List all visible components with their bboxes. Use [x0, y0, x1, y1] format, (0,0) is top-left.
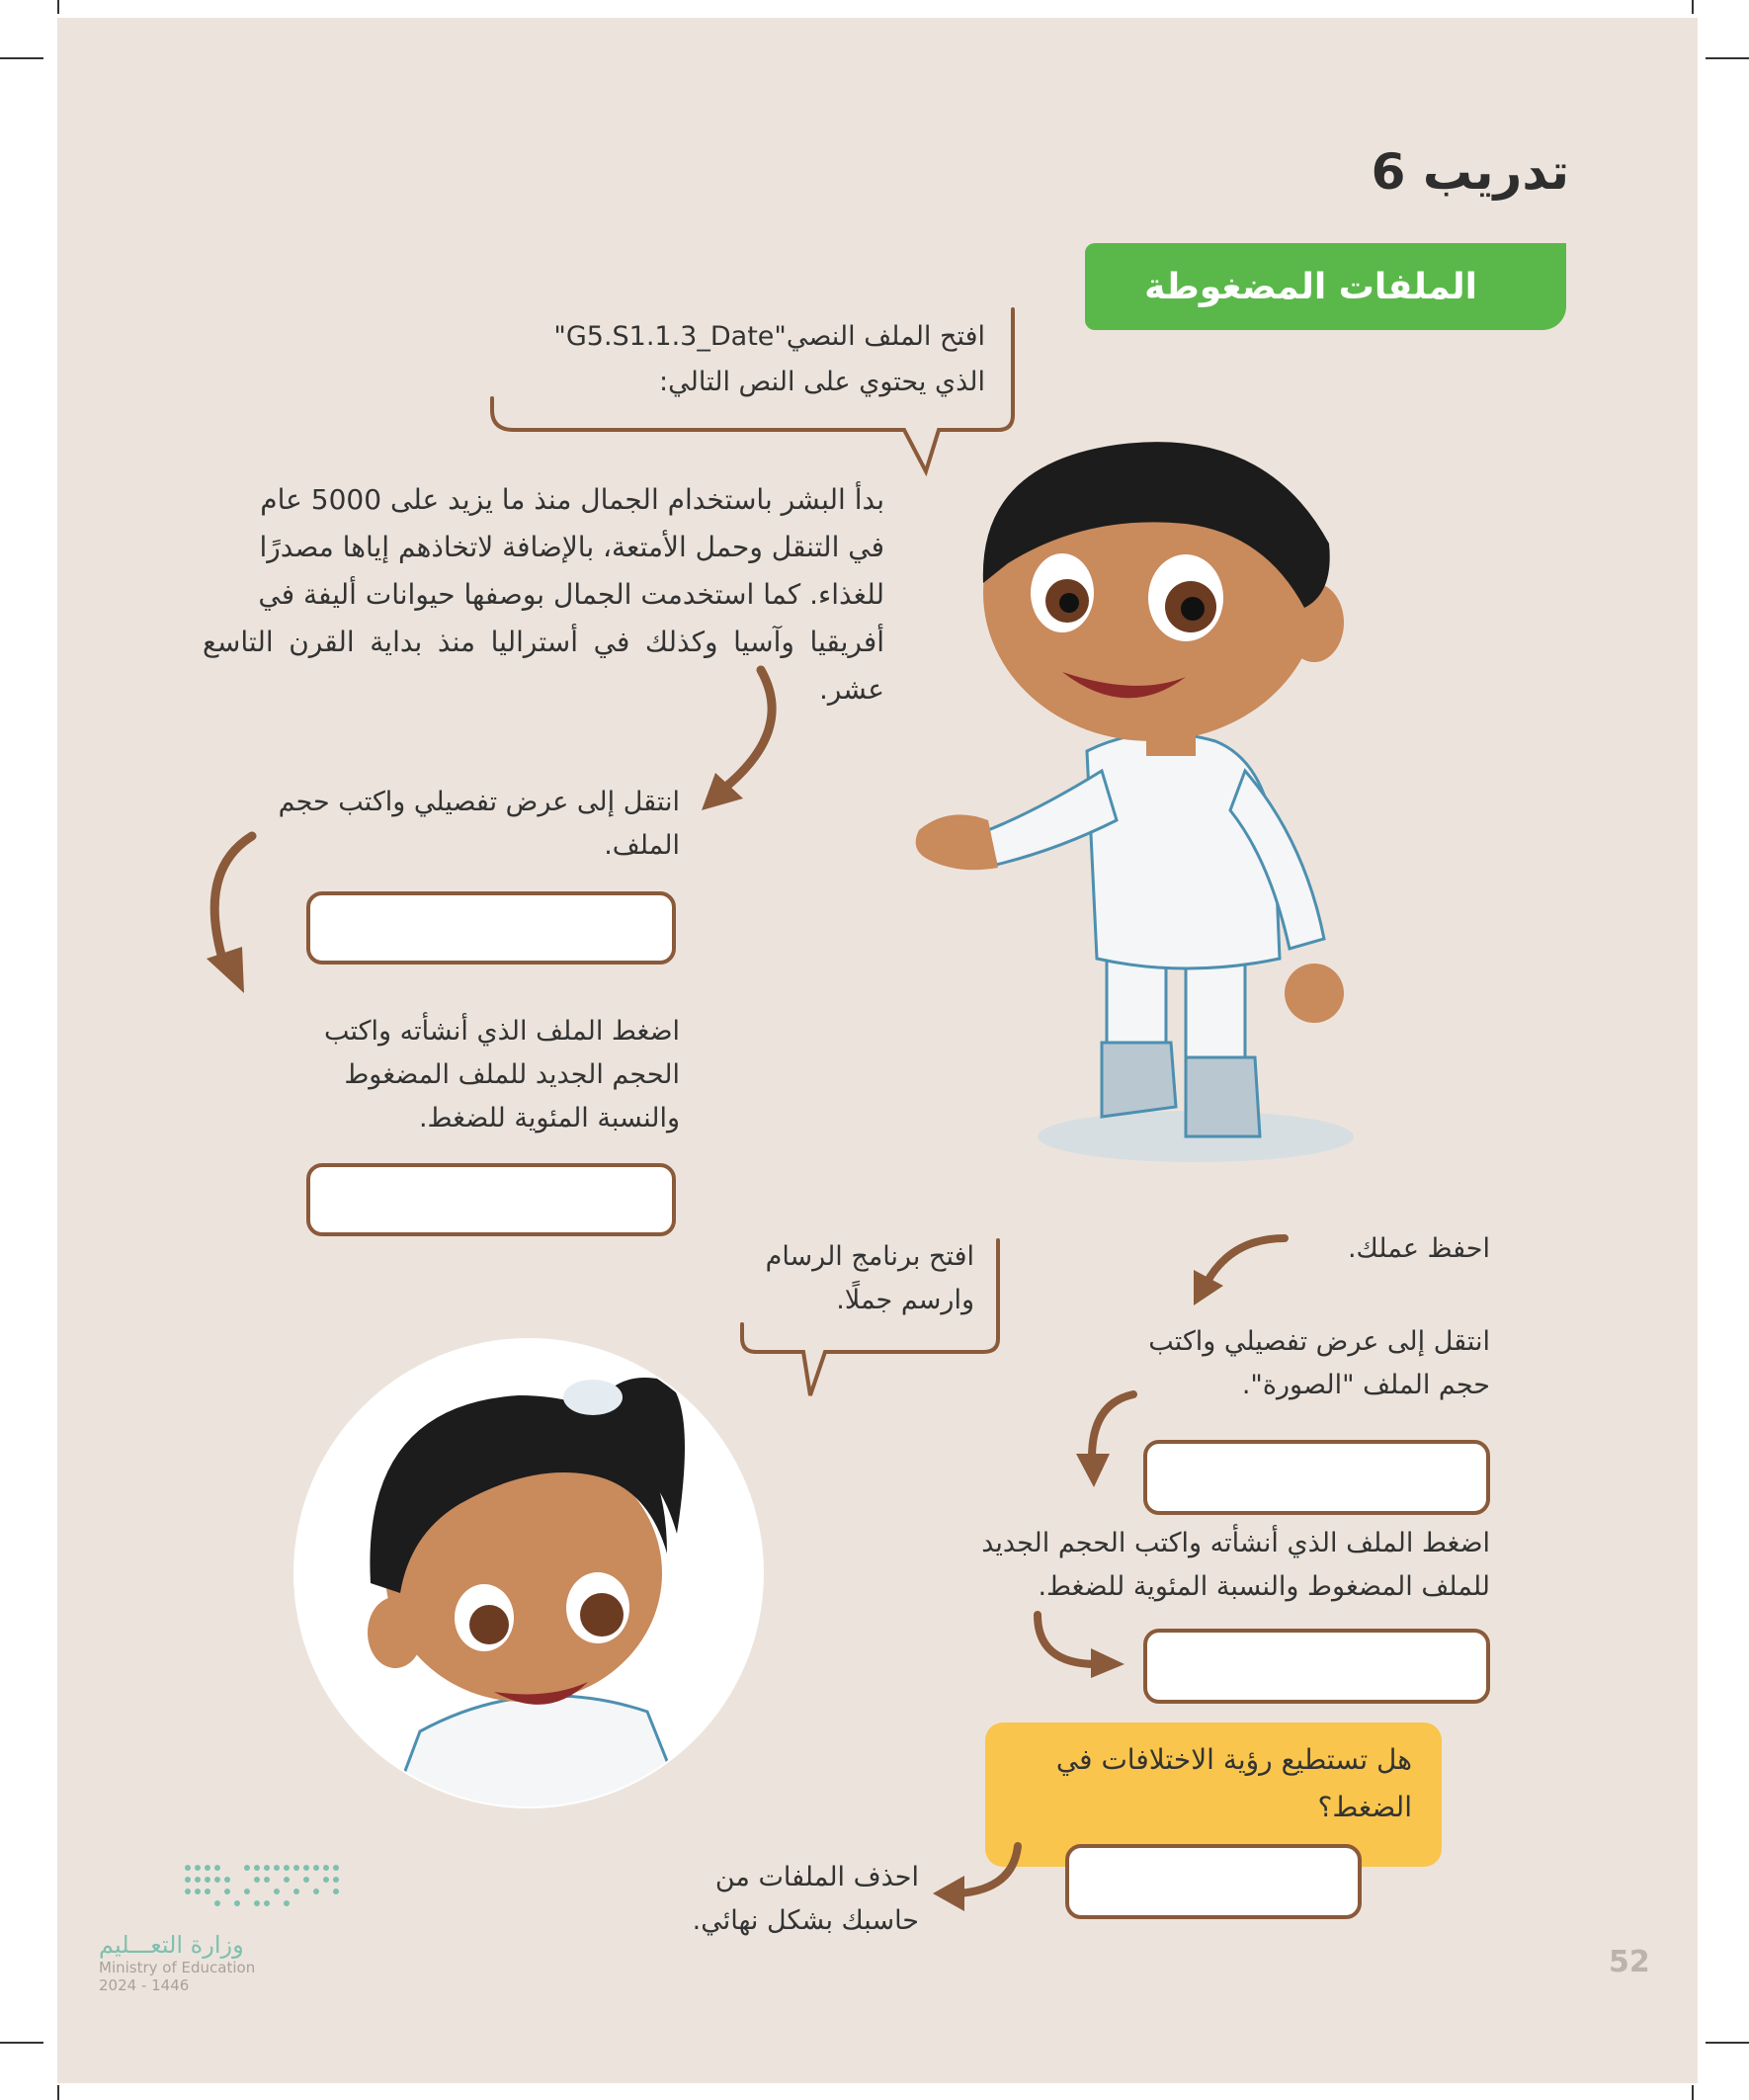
step-line: انتقل إلى عرض تفصيلي واكتب حجم: [278, 787, 680, 817]
step-line: اضغط الملف الذي أنشأته واكتب: [323, 1016, 680, 1047]
ministry-name-en: Ministry of Education: [99, 1959, 256, 1976]
curved-arrow: [193, 830, 272, 998]
right-step-2: [838, 1522, 1490, 1609]
curved-arrow: [1072, 1388, 1141, 1492]
section-banner-label: الملفات المضغوطة: [1144, 266, 1477, 307]
answer-box-question[interactable]: [1065, 1844, 1362, 1919]
step-line: الحجم الجديد للملف المضغوط: [344, 1059, 680, 1090]
crop-mark: [0, 57, 43, 59]
delete-step: [623, 1856, 919, 1943]
answer-box-left-1[interactable]: [306, 891, 676, 965]
ministry-logo: [99, 1858, 356, 2016]
curved-arrow: [692, 662, 800, 820]
crop-mark: [57, 0, 59, 14]
left-step-2: [255, 1010, 680, 1140]
bubble-top-line: الذي يحتوي على النص التالي:: [659, 367, 985, 397]
question-line: هل تستطيع رؤية الاختلافات في: [1055, 1743, 1412, 1776]
paragraph-line: بدأ البشر باستخدام الجمال منذ ما يزيد على 5000 عام: [260, 483, 884, 516]
question-line: الضغط؟: [1317, 1791, 1412, 1823]
curved-arrow: [929, 1840, 1028, 1919]
step-line: الملف.: [604, 830, 680, 861]
step-line: اضغط الملف الذي أنشأته واكتب الحجم الجديد: [981, 1528, 1490, 1558]
step-line: انتقل إلى عرض تفصيلي واكتب: [1148, 1326, 1490, 1357]
girl-illustration: [292, 1336, 766, 1810]
bubble-bottom-text: [751, 1235, 974, 1322]
left-step-1: [255, 781, 680, 868]
ministry-name-ar: وزارة التعـــليم: [99, 1931, 244, 1959]
ministry-year: 2024 - 1446: [99, 1976, 190, 1994]
paragraph-line: في التنقل وحمل الأمتعة، بالإضافة لاتخاذهم إياها مصدرًا: [259, 531, 884, 563]
bubble-bottom-line: وارسم جملًا.: [836, 1285, 974, 1315]
page-title: تدريب 6: [1371, 143, 1569, 201]
section-banner: [1085, 243, 1566, 330]
answer-box-right-2[interactable]: [1143, 1629, 1490, 1704]
crop-mark: [1692, 0, 1694, 14]
boy-illustration: [889, 425, 1423, 1176]
bubble-top-text: [471, 314, 985, 405]
answer-box-left-2[interactable]: [306, 1163, 676, 1236]
crop-mark: [0, 2042, 43, 2044]
bubble-bottom-line: افتح برنامج الرسام: [765, 1241, 974, 1272]
paragraph-line: أفريقيا وآسيا وكذلك في أستراليا منذ بداية القرن التاسع عشر.: [203, 626, 884, 706]
crop-mark: [57, 2085, 59, 2100]
ministry-dots-icon: [99, 1858, 356, 1927]
paragraph-line: للغذاء. كما استخدمت الجمال بوصفها حيوانات أليفة في: [258, 578, 884, 611]
crop-mark: [1706, 57, 1749, 59]
curved-arrow: [1028, 1609, 1126, 1678]
step-line: احذف الملفات من: [714, 1862, 919, 1892]
step-line: للملف المضغوط والنسبة المئوية للضغط.: [1038, 1571, 1490, 1602]
answer-box-right-1[interactable]: [1143, 1440, 1490, 1515]
step-line: حاسبك بشكل نهائي.: [692, 1905, 919, 1936]
step-line: حجم الملف "الصورة".: [1241, 1370, 1490, 1400]
crop-mark: [1706, 2042, 1749, 2044]
crop-mark: [1692, 2085, 1694, 2100]
save-step: احفظ عملك.: [1347, 1233, 1490, 1264]
step-line: والنسبة المئوية للضغط.: [418, 1103, 680, 1134]
bubble-top-line: افتح الملف النصي"G5.S1.1.3_Date": [553, 321, 985, 352]
curved-arrow: [1186, 1230, 1294, 1309]
page-number: 52: [1609, 1945, 1650, 1979]
